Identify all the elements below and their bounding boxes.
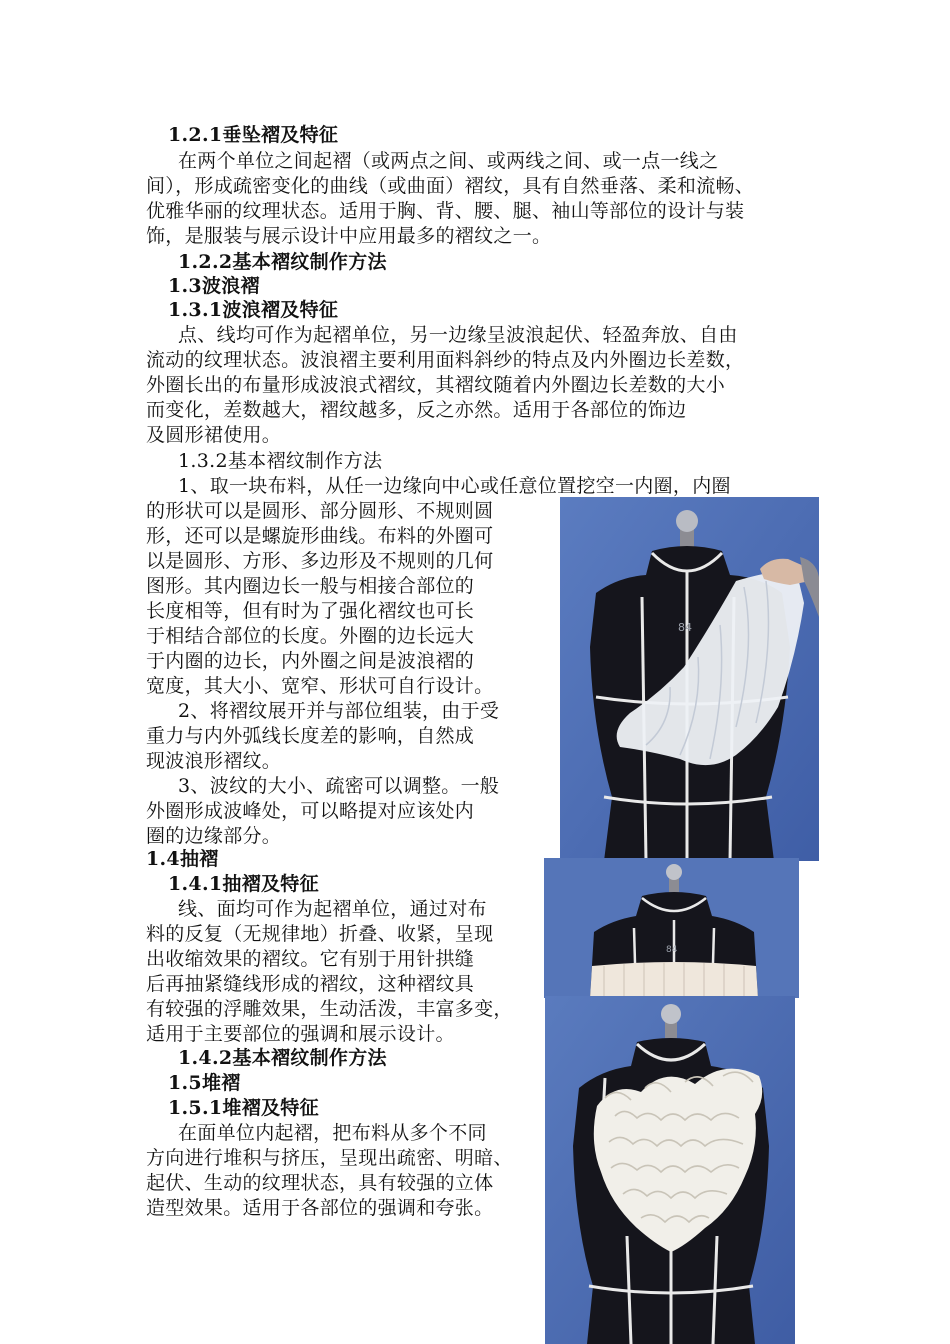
paragraph-line: 以是圆形、方形、多边形及不规则的几何 <box>146 550 494 572</box>
paragraph-line: 的形状可以是圆形、部分圆形、不规则圆 <box>146 500 494 522</box>
paragraph-line: 适用于主要部位的强调和展示设计。 <box>146 1023 455 1045</box>
heading-1-4-1: 1.4.1抽褶及特征 <box>168 873 319 895</box>
heading-1-5: 1.5堆褶 <box>168 1072 241 1094</box>
paragraph-line: 宽度，其大小、宽窄、形状可自行设计。 <box>146 675 494 697</box>
paragraph-line: 有较强的浮雕效果，生动活泼，丰富多变， <box>146 998 513 1020</box>
paragraph-line: 料的反复（无规律地）折叠、收紧，呈现 <box>146 923 494 945</box>
heading-1-4-2: 1.4.2基本褶纹制作方法 <box>178 1047 387 1069</box>
paragraph-line: 饰，是服装与展示设计中应用最多的褶纹之一。 <box>146 225 552 247</box>
paragraph-line: 优雅华丽的纹理状态。适用于胸、背、腰、腿、袖山等部位的设计与装 <box>146 200 745 222</box>
paragraph-line: 后再抽紧缝线形成的褶纹，这种褶纹具 <box>146 973 475 995</box>
paragraph-line: 长度相等，但有时为了强化褶纹也可长 <box>146 600 475 622</box>
heading-1-3-1: 1.3.1波浪褶及特征 <box>168 299 339 321</box>
paragraph-line: 图形。其内圈边长一般与相接合部位的 <box>146 575 475 597</box>
paragraph-line: 形，还可以是螺旋形曲线。布料的外圈可 <box>146 525 494 547</box>
paragraph-line: 点、线均可作为起褶单位，另一边缘呈波浪起伏、轻盈奔放、自由 <box>178 324 738 346</box>
paragraph-line: 3、波纹的大小、疏密可以调整。一般 <box>178 775 500 797</box>
paragraph-line: 在面单位内起褶，把布料从多个不同 <box>178 1122 487 1144</box>
paragraph-line: 造型效果。适用于各部位的强调和夸张。 <box>146 1197 494 1219</box>
heading-1-3-2: 1.3.2基本褶纹制作方法 <box>178 450 383 472</box>
photo-gathered-pleat-mannequin <box>544 858 799 998</box>
paragraph-line: 1、取一块布料，从任一边缘向中心或任意位置挖空一内圈，内圈 <box>178 475 731 497</box>
mannequin-size-tag: 84 <box>678 621 692 634</box>
paragraph-line: 及圆形裙使用。 <box>146 424 282 446</box>
heading-1-3: 1.3波浪褶 <box>168 275 260 297</box>
paragraph-line: 外圈长出的布量形成波浪式褶纹，其褶纹随着内外圈边长差数的大小 <box>146 374 726 396</box>
photo-stacked-pleat-mannequin <box>545 996 795 1344</box>
paragraph-line: 间），形成疏密变化的曲线（或曲面）褶纹，具有自然垂落、柔和流畅、 <box>146 175 755 197</box>
paragraph-line: 起伏、生动的纹理状态，具有较强的立体 <box>146 1172 494 1194</box>
heading-1-4: 1.4抽褶 <box>146 848 219 870</box>
heading-1-5-1: 1.5.1堆褶及特征 <box>168 1097 319 1119</box>
paragraph-line: 于内圈的边长，内外圈之间是波浪褶的 <box>146 650 475 672</box>
paragraph-line: 线、面均可作为起褶单位，通过对布 <box>178 898 487 920</box>
mannequin-size-tag: 84 <box>666 945 678 955</box>
paragraph-line: 圈的边缘部分。 <box>146 825 282 847</box>
paragraph-line: 出收缩效果的褶纹。它有别于用针拱缝 <box>146 948 475 970</box>
paragraph-line: 重力与内外弧线长度差的影响，自然成 <box>146 725 475 747</box>
photo-wave-ruffle-mannequin <box>560 497 819 861</box>
paragraph-line: 方向进行堆积与挤压，呈现出疏密、明暗、 <box>146 1147 513 1169</box>
paragraph-line: 2、将褶纹展开并与部位组装，由于受 <box>178 700 500 722</box>
paragraph-line: 于相结合部位的长度。外圈的边长远大 <box>146 625 475 647</box>
paragraph-line: 在两个单位之间起褶（或两点之间、或两线之间、或一点一线之 <box>178 150 719 172</box>
paragraph-line: 流动的纹理状态。波浪褶主要利用面料斜纱的特点及内外圈边长差数， <box>146 349 745 371</box>
paragraph-line: 现波浪形褶纹。 <box>146 750 282 772</box>
heading-1-2-1: 1.2.1垂坠褶及特征 <box>168 124 339 146</box>
heading-1-2-2: 1.2.2基本褶纹制作方法 <box>178 251 387 273</box>
paragraph-line: 外圈形成波峰处，可以略提对应该处内 <box>146 800 475 822</box>
paragraph-line: 而变化，差数越大，褶纹越多，反之亦然。适用于各部位的饰边 <box>146 399 687 421</box>
